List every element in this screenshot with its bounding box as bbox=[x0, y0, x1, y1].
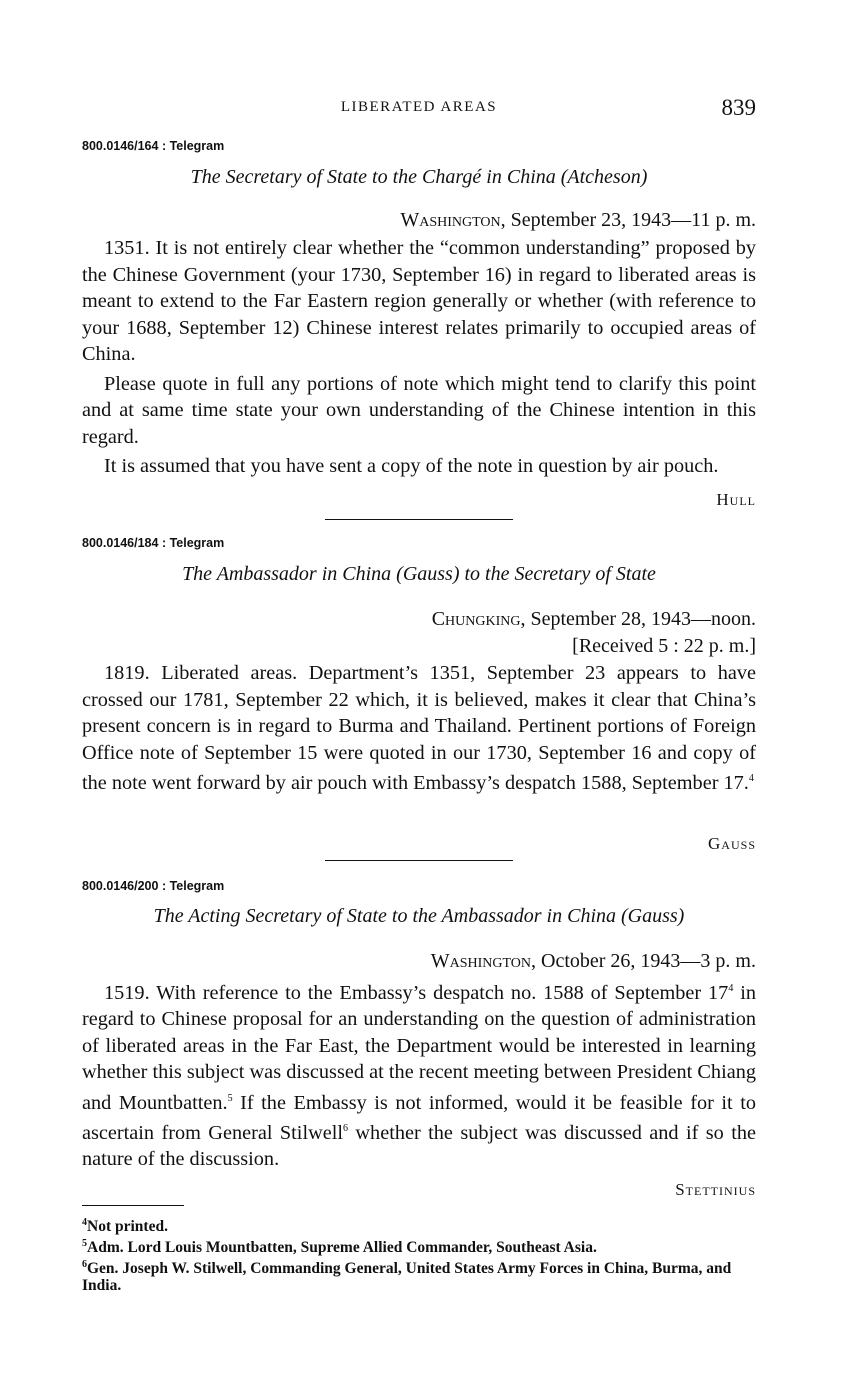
paragraph: 1351. It is not entirely clear whether the “common understanding” proposed by the Chinese Government (your 1730, September 16) in regard to liberated areas is meant to extend to the Far Eastern region generally or whether (with reference to your 1688, September 12) Chinese interest relates primarily to occupied areas of China. bbox=[82, 237, 756, 365]
paragraph-text: If the Embassy is not informed, would it be feasible for it to ascertain from General Stilwell bbox=[82, 1091, 756, 1144]
signature: Hull bbox=[716, 490, 756, 509]
footnote-mark: 6 bbox=[82, 1259, 87, 1271]
signature: Gauss bbox=[708, 834, 756, 853]
footnote-divider bbox=[82, 1205, 184, 1206]
section-divider bbox=[325, 860, 513, 861]
footnote-text: Gen. Joseph W. Stilwell, Commanding General, United States Army Forces in China, Burma, and India. bbox=[82, 1260, 732, 1295]
document-title: The Ambassador in China (Gauss) to the Secretary of State bbox=[182, 563, 656, 585]
dateline-place: Chungking, bbox=[431, 608, 526, 630]
footnote bbox=[82, 1256, 756, 1294]
dateline bbox=[431, 950, 756, 973]
message-body bbox=[82, 976, 756, 1173]
footnote-text: Not printed. bbox=[87, 1218, 168, 1236]
message-body bbox=[82, 235, 756, 480]
paragraph: Please quote in full any portions of note which might tend to clarify this point and at same time state your own understanding of the Chinese intention in this regard. bbox=[82, 372, 756, 448]
dateline-place: Washington, bbox=[400, 209, 506, 231]
paragraph bbox=[82, 976, 756, 1173]
footnote-ref: 4 bbox=[748, 773, 754, 784]
dateline-date: October 26, 1943—3 p. m. bbox=[536, 950, 756, 972]
file-number: 800.0146/200 : Telegram bbox=[82, 879, 225, 893]
footnote bbox=[82, 1235, 756, 1256]
paragraph bbox=[82, 660, 756, 796]
received-note: [Received 5 : 22 p. m.] bbox=[572, 635, 756, 657]
paragraph-text: whether the subject was discussed and if so the nature of the discussion. bbox=[82, 1121, 756, 1171]
document-title: The Acting Secretary of State to the Ambassador in China (Gauss) bbox=[153, 905, 685, 927]
paragraph: It is assumed that you have sent a copy of the note in question by air pouch. bbox=[104, 455, 719, 477]
running-header bbox=[82, 95, 756, 125]
footnote-ref: 5 bbox=[227, 1092, 233, 1104]
section-divider bbox=[325, 519, 513, 520]
footnote-mark: 5 bbox=[82, 1238, 87, 1250]
footnote-ref: 6 bbox=[343, 1123, 348, 1135]
dateline bbox=[432, 608, 756, 631]
paragraph-text: 1819. Liberated areas. Department’s 1351, September 23 appears to have crossed our 1781, September 22 which, it is believed, makes it clear that China’s present concern is in regard to Burma and Thailand. Pertinent portions of Foreign Office note of September 15 were quoted in our 1730, September 16 and copy of the note went forward by air pouch with Embassy’s despatch 1588, September 17. bbox=[82, 662, 756, 794]
file-number: 800.0146/184 : Telegram bbox=[82, 536, 225, 550]
dateline-place: Washington, bbox=[430, 950, 537, 972]
dateline bbox=[400, 209, 756, 232]
footnote-mark: 4 bbox=[82, 1217, 87, 1228]
dateline-date: September 28, 1943—noon. bbox=[525, 608, 756, 630]
footnote-ref: 4 bbox=[728, 983, 734, 994]
footnotes bbox=[82, 1214, 756, 1294]
footnote-text: Adm. Lord Louis Mountbatten, Supreme Allied Commander, Southeast Asia. bbox=[87, 1239, 597, 1257]
file-number: 800.0146/164 : Telegram bbox=[82, 139, 225, 153]
running-title: LIBERATED AREAS bbox=[340, 99, 498, 115]
paragraph-text: in regard to Chinese proposal for an understanding on the question of administration of liberated areas in the Far East, the Department would be interested in learning whether this subject was discussed at the recent meeting between President Chiang and Mountbatten. bbox=[82, 981, 756, 1114]
message-body bbox=[82, 660, 756, 796]
page-number: 839 bbox=[721, 95, 756, 120]
footnote bbox=[82, 1214, 756, 1235]
dateline-date: September 23, 1943—11 p. m. bbox=[505, 209, 756, 231]
signature: Stettinius bbox=[675, 1180, 756, 1199]
paragraph-text: 1519. With reference to the Embassy’s despatch no. 1588 of September 17 bbox=[104, 981, 729, 1004]
document-title: The Secretary of State to the Chargé in China (Atcheson) bbox=[190, 166, 648, 188]
